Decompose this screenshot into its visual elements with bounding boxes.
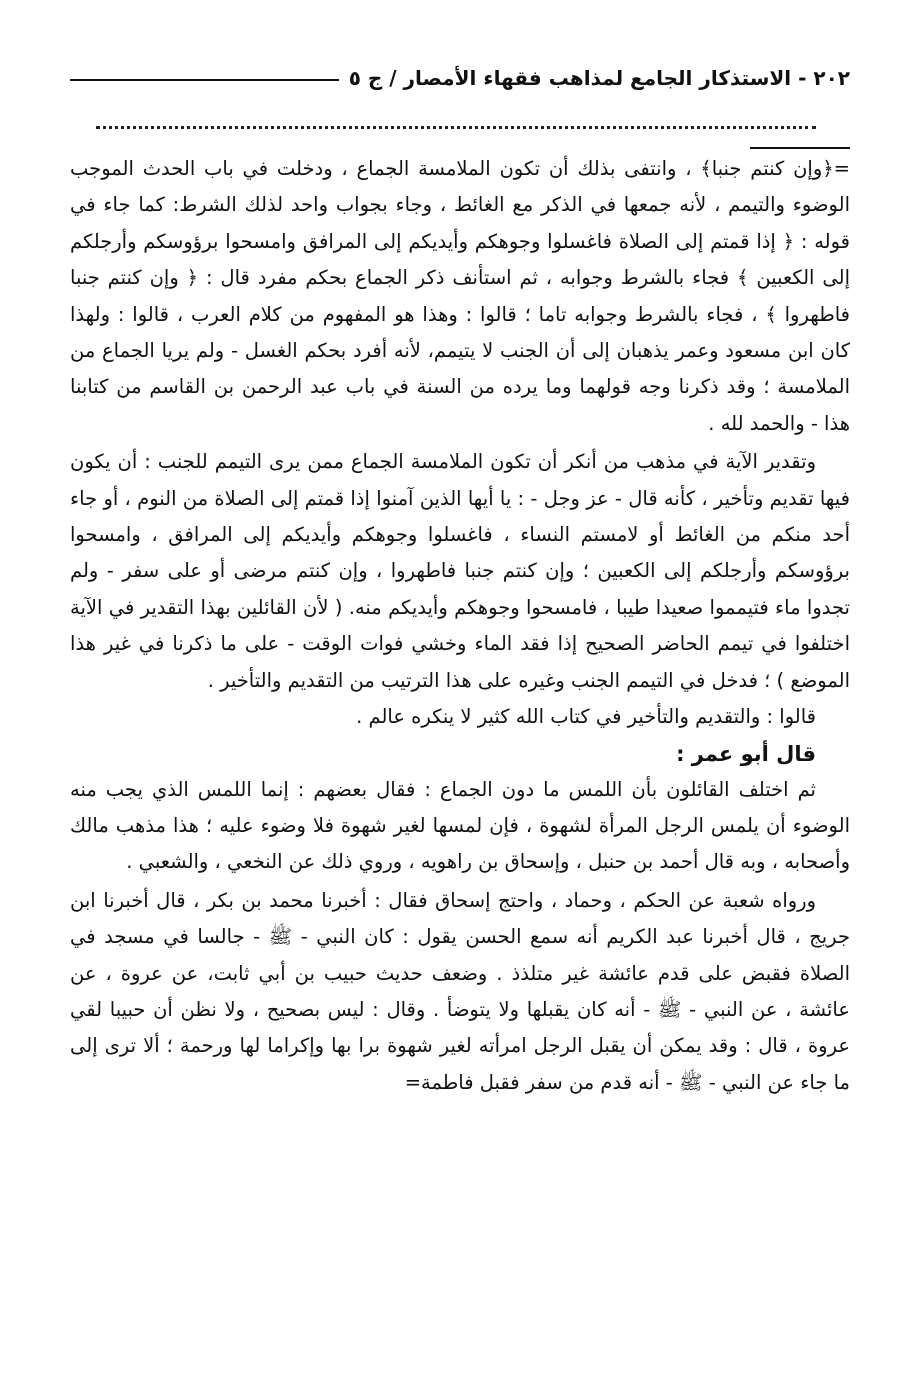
dotted-separator [96,126,816,129]
book-page [70,58,850,1101]
paragraph-4: ثم اختلف القائلون بأن اللمس ما دون الجماع : فقال بعضهم : إنما اللمس الذي يجب منه الوضوء أن يلمس الرجل المرأة لشهوة ، فإن لمسها لغير شهوة فلا وضوء عليه ؛ هذا مذهب مالك وأصحابه ، وبه قال أحمد بن حنبل ، وإسحاق بن راهويه ، وروي ذلك عن النخعي ، والشعبي . [70,777,850,874]
running-header-title: ٢٠٢ - الاستذكار الجامع لمذاهب فقهاء الأمصار / ج ٥ [348,66,850,90]
paragraph-1: =﴿وإن كنتم جنبا﴾ ، وانتفى بذلك أن تكون الملامسة الجماع ، ودخلت في باب الحدث الموجب الوضوء والتيمم ، لأنه جمعها في الذكر مع الغائط ، وجاء بجواب واحد لذلك الشرط: كما جاء في قوله : ﴿ إذا قمتم إلى الصلاة فاغسلوا وجوهكم وأيديكم إلى المرافق وامسحوا برؤوسكم وأرجلكم إلى الكعبين ﴾ فجاء بالشرط وجوابه ، ثم استأنف ذكر الجماع بحكم مفرد قال : ﴿ وإن كنتم جنبا فاطهروا ﴾ ، فجاء بالشرط وجوابه تاما ؛ قالوا : وهذا هو المفهوم من كلام العرب ، قالوا : ولهذا كان ابن مسعود وعمر يذهبان إلى أن الجنب لا يتيمم، لأنه أفرد بحكم الغسل - ولم يريا الجماع من الملامسة ؛ وقد ذكرنا وجه قولهما وما يرده من السنة في باب عبد الرحمن بن القاسم من كتابنا هذا - والحمد لله . [70,157,850,435]
paragraph-5: ورواه شعبة عن الحكم ، وحماد ، واحتج إسحاق فقال : أخبرنا محمد بن بكر ، قال أخبرنا ابن جريج ، قال أخبرنا عبد الكريم أنه سمع الحسن يقول : كان النبي - ﷺ - جالسا في مسجد في الصلاة فقبض على قدم عائشة غير متلذذ . وضعف حديث حبيب بن أبي ثابت، عن عروة ، عن عائشة ، عن النبي - ﷺ - أنه كان يقبلها ولا يتوضأ . وقال : ليس بصحيح ، ولا نظن أن حبيبا لقي عروة ، قال : وقد يمكن أن يقبل الرجل امرأته لغير شهوة برا بها وإكراما لها ورحمة ؛ ألا ترى إلى ما جاء عن النبي - ﷺ - أنه قدم من سفر فقبل فاطمة= [70,888,850,1094]
paragraph-3: قالوا : والتقديم والتأخير في كتاب الله كثير لا ينكره عالم . [356,705,816,729]
paragraph-2: وتقدير الآية في مذهب من أنكر أن تكون الملامسة الجماع ممن يرى التيمم للجنب : أن يكون فيها تقديم وتأخير ، كأنه قال - عز وجل - : يا أيها الذين آمنوا إذا قمتم إلى الصلاة من النوم ، أو جاء أحد منكم من الغائط أو لامستم النساء ، فاغسلوا وجوهكم وأيديكم إلى المرافق ، وامسحوا برؤوسكم وأرجلكم إلى الكعبين ؛ وإن كنتم جنبا فاطهروا ، وإن كنتم مرضى أو على سفر - ولم تجدوا ماء فتيمموا صعيدا طيبا ، فامسحوا وجوهكم وأيديكم منه. ( لأن القائلين بهذا التقدير في الآية اختلفوا في تيمم الحاضر الصحيح إذا فقد الماء وخشي فوات الوقت - على ما ذكرنا في غير هذا الموضع ) ؛ فدخل في التيمم الجنب وغيره على هذا الترتيب من التقديم والتأخير . [70,450,850,692]
section-heading: قال أبو عمر : [676,741,816,766]
footnote-continuation-rule [750,147,850,149]
header-rule [70,79,339,81]
page-header [70,58,850,98]
